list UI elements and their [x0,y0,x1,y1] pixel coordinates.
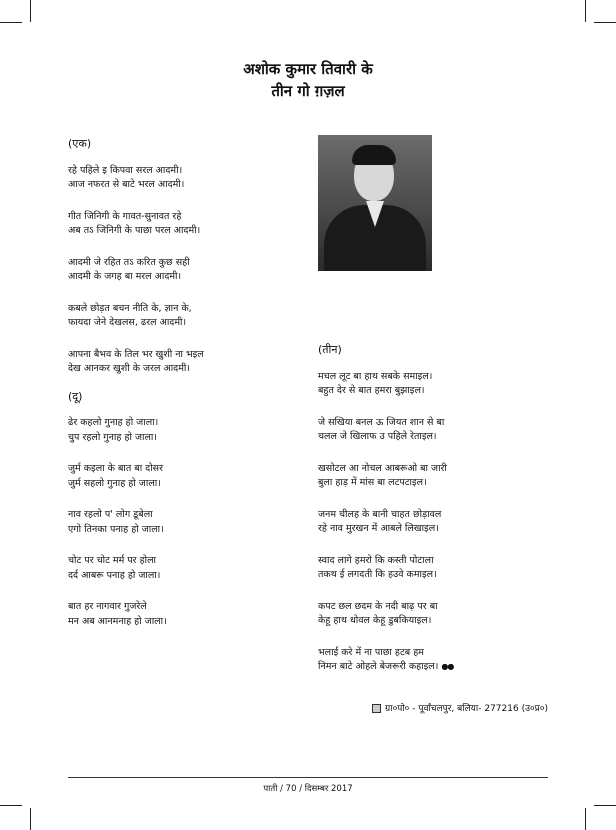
footer-rule [68,777,548,778]
verse-line: अब तऽ जिनिगी के पाछा परल आदमी। [68,225,201,236]
verse-line: भलाई करे में ना पाछा हटब हम [318,646,424,658]
verse-line [318,660,558,675]
stanza [68,462,298,491]
verse-line: आज नफरत से बाटे भरल आदमी। [68,179,185,190]
crop-mark [594,805,616,806]
stanza [68,416,298,445]
verse-line: केहू हाथ धोवल केहू डुबकियाइल। [318,615,432,626]
stanza [318,462,558,491]
title-line-1: अशोक कुमार तिवारी के [243,60,373,78]
verse-line: कपट छल छदम के नदी बाढ़ पर बा [318,600,438,612]
verse-line: चलल जे खिलाफ उ पहिले रेताइल। [318,431,437,442]
verse-line: ढेर कहलो गुनाह हो जाला। [68,417,159,428]
verse-line: देख आनकर खुशी के जरल आदमी। [68,363,190,374]
verse-line: मचल लूट बा हाथ सबके समाइल। [318,370,433,382]
verse-line: आपना बैभव के तिल भर खुशी ना भइल [68,348,204,360]
stanza [318,554,558,583]
stanza [68,256,298,285]
stanza [68,210,298,239]
verse-line: गीत जिनिगी के गावत-सुनावत रहे [68,210,182,222]
crop-mark [0,22,22,23]
author-photo [318,135,432,271]
verse-line: दर्द आबरू पनाह हो जाला। [68,569,161,581]
verse-line: स्वाद लागे हमरो कि कस्ती पोटाला [318,554,434,566]
verse-line: जनम चीलह के बानी चाहत छोड़ावल [318,508,442,520]
stanza [68,164,298,193]
stanza [318,508,558,537]
verse-line: जे सखिया बनल ऊ जियत शान से बा [318,416,445,428]
verse-line: रहे नाव मुरखन में आबले लिखाइल। [318,523,439,534]
verse-line: चोट पर चोट मर्म पर होला [68,555,156,566]
stanza [68,508,298,537]
stanza [68,302,298,331]
crop-mark [585,808,586,830]
verse-line: तकथ ई लगदती कि हउवे कमाइल। [318,569,437,580]
stanza [318,416,558,445]
verse-line: बात हर नागवार गुजरेले [68,601,147,612]
verse-line: आदमी जे रहित तऽ करित कुछ सही [68,256,190,268]
ghazal-two-heading: (दू) [68,389,83,403]
crop-mark [585,0,586,22]
ghazal-three-heading: (तीन) [318,343,342,356]
verse-line: एगो तिनका पनाह हो जाला। [68,523,164,535]
verse-line: नाव रहलो प' लोग डूबेला [68,509,153,520]
right-column [318,343,558,692]
crop-mark [594,22,616,23]
photo-hair [352,145,396,165]
title-line-2: तीन गो ग़ज़ल [271,82,345,100]
stanza [318,600,558,629]
end-mark: ●● [441,662,454,671]
verse-line: चुप रहलो गुनाह हो जाला। [68,431,157,443]
verse-line-text: निमन बाटे ओहले बेजरूरी कहाइल। [318,661,439,672]
verse-line: बुला हाड़ में मांस बा लटपटाइल। [318,477,427,488]
stanza [68,348,298,377]
verse-line: जुर्म सहलो गुनाह हो जाला। [68,477,161,489]
stanza [68,554,298,583]
crop-mark [30,808,31,830]
verse-line: रहे पहिले इ किपवा सरल आदमी। [68,164,183,176]
verse-line: बहुत देर से बात हमरा बुझाइल। [318,385,425,396]
crop-mark [0,805,22,806]
verse-line: आदमी के जगह बा मरल आदमी। [68,271,182,282]
stanza [318,370,558,399]
ghazal-one-heading: (एक) [68,137,92,150]
author-address [372,701,548,714]
square-bullet-icon [372,704,381,713]
verse-line: जुर्म कइला के बात बा दोसर [68,463,163,474]
left-column [68,137,298,646]
stanza [68,600,298,629]
address-text: ग्रा०पो० - पूर्वांचलपुर, बलिया- 277216 (उ०प्र०) [385,704,548,714]
page-footer: पाती / 70 / दिसम्बर 2017 [263,784,353,794]
crop-mark [30,0,31,22]
stanza [318,646,558,675]
verse-line: कबले छोड़त बचन नीति के, ज्ञान के, [68,302,192,314]
verse-line: खसोटल आ नोचल आबरूओ बा जारी [318,462,447,474]
verse-line: मन अब आनमनाह हो जाला। [68,615,167,627]
verse-line: फायदा जेने देखलस, ढरल आदमी। [68,317,187,328]
